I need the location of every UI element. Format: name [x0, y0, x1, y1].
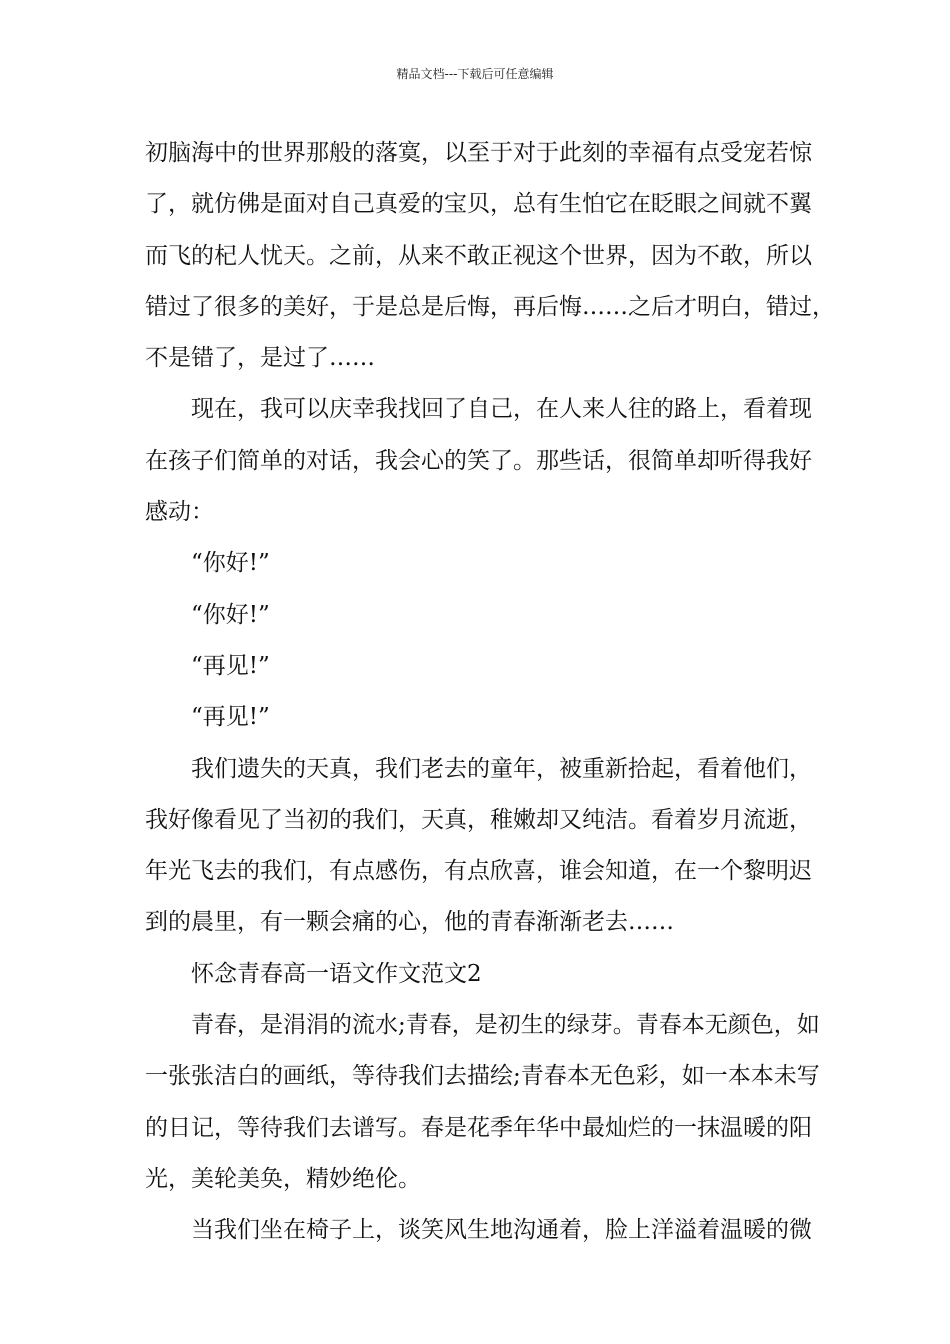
- text-line: 到的晨里，有一颗会痛的心，他的青春渐渐老去……: [145, 909, 674, 936]
- paragraph-start-line: 现在，我可以庆幸我找回了自己，在人来人往的路上，看着现: [191, 396, 812, 423]
- dialogue-line: “你好!”: [191, 601, 270, 628]
- text-line: 初脑海中的世界那般的落寞，以至于对于此刻的幸福有点受宠若惊: [145, 140, 812, 166]
- paragraph-start-line: 我们遗失的天真，我们老去的童年，被重新拾起，看着他们，: [191, 755, 812, 782]
- dialogue-line: “再见!”: [191, 652, 270, 679]
- dialogue-line: “再见!”: [191, 704, 270, 731]
- text-line: 了，就仿佛是面对自己真爱的宝贝，总有生怕它在眨眼之间就不翼: [145, 191, 812, 218]
- section-title: 怀念青春高一语文作文范文2: [191, 960, 482, 987]
- text-line: 我好像看见了当初的我们，天真，稚嫩却又纯洁。看着岁月流逝，: [145, 806, 812, 833]
- text-line: 年光飞去的我们，有点感伤，有点欣喜，谁会知道，在一个黎明迟: [145, 858, 812, 885]
- document-body: [145, 128, 835, 1257]
- text-line: 错过了很多的美好，于是总是后悔，再后悔……之后才明白，错过，: [145, 293, 835, 320]
- text-line: 光，美轮美奂，精妙绝伦。: [145, 1165, 421, 1192]
- text-line: 感动：: [145, 499, 214, 526]
- dialogue-line: “你好!”: [191, 550, 270, 577]
- text-line: 在孩子们简单的对话，我会心的笑了。那些话，很简单却听得我好: [145, 447, 812, 474]
- text-line: 而飞的杞人忧天。之前，从来不敢正视这个世界，因为不敢，所以: [145, 242, 812, 269]
- paragraph-start-line: 青春，是涓涓的流水;青春，是初生的绿芽。青春本无颜色，如: [191, 1012, 820, 1039]
- text-line: 不是错了，是过了……: [145, 345, 375, 372]
- text-line: 的日记，等待我们去谱写。春是花季年华中最灿烂的一抹温暖的阳: [145, 1114, 812, 1141]
- paragraph-start-line: 当我们坐在椅子上，谈笑风生地沟通着，脸上洋溢着温暖的微: [191, 1217, 812, 1244]
- page-header: 精品文档---下载后可任意编辑: [396, 67, 554, 81]
- text-line: 一张张洁白的画纸，等待我们去描绘;青春本无色彩，如一本本未写: [145, 1063, 820, 1090]
